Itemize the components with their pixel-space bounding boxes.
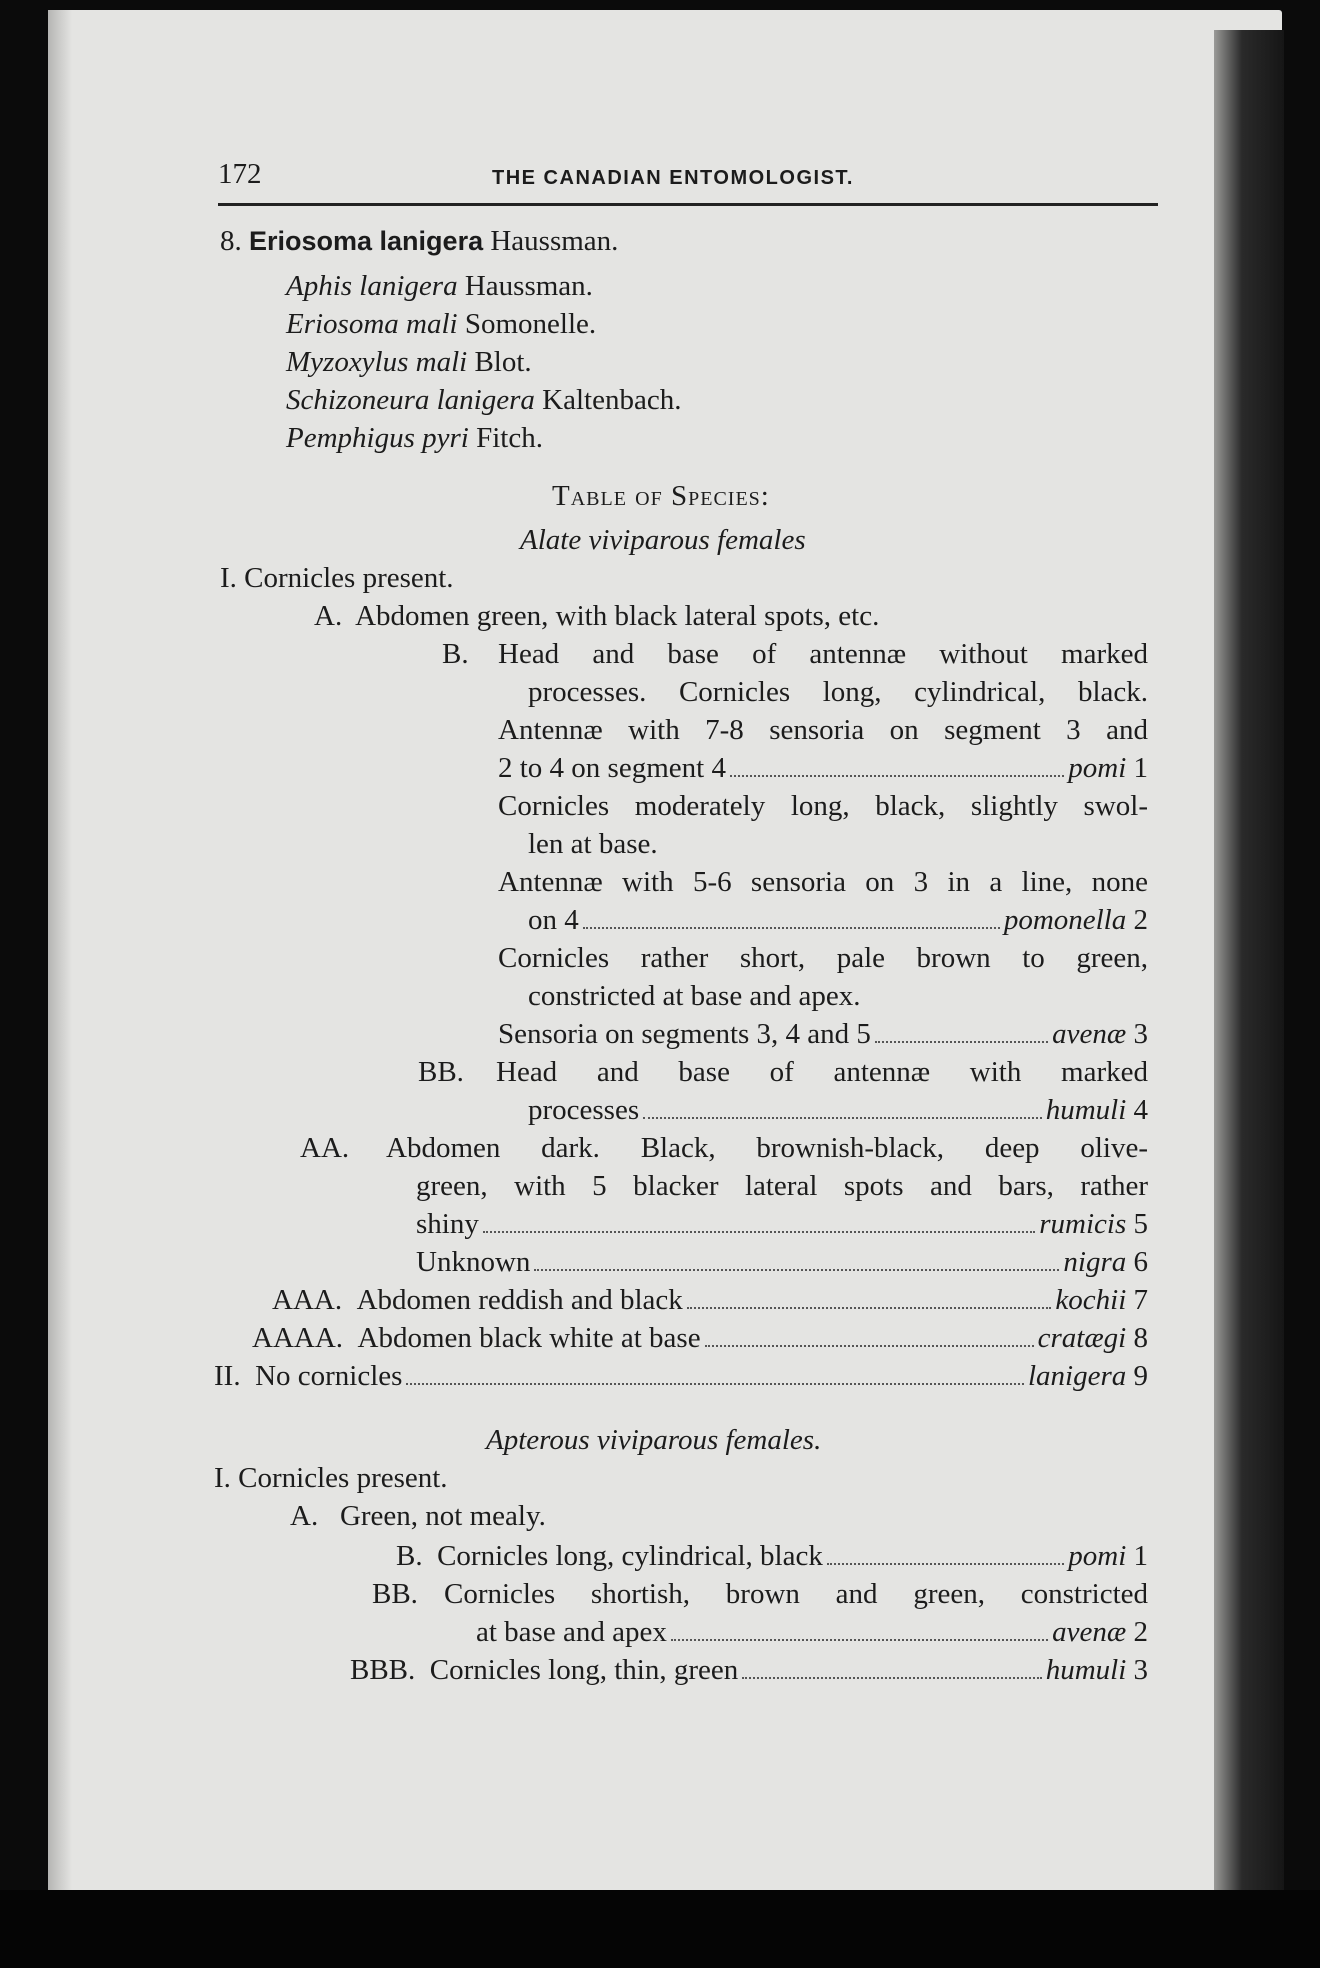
key-line-lead <box>416 1206 1148 1242</box>
species-ref: lanigera <box>1027 1360 1127 1392</box>
alate-heading: Alate viviparous females <box>520 524 806 556</box>
leader-dots <box>742 1677 1041 1679</box>
key-line-lead <box>528 1092 1148 1128</box>
key-line-lead <box>416 1244 1148 1280</box>
species-ref: humuli <box>1045 1654 1127 1686</box>
key-text: Abdomen green, with black lateral spots, etc. <box>355 600 880 632</box>
leader-dots <box>671 1639 1048 1641</box>
species-num: 2 <box>1133 1616 1148 1648</box>
synonym-author: Kaltenbach. <box>542 384 682 416</box>
species-num: 1 <box>1133 1540 1148 1572</box>
key-line-lead <box>498 750 1148 786</box>
key-text: shiny <box>416 1208 479 1240</box>
key-line: processes. Cornicles long, cylindrical, black. <box>528 676 1148 708</box>
leader-dots <box>875 1041 1048 1043</box>
key-text: processes <box>528 1094 640 1126</box>
key-line <box>442 636 1148 672</box>
synonym-line <box>286 420 543 456</box>
species-name: Eriosoma lanigera <box>249 226 484 256</box>
running-title: THE CANADIAN ENTOMOLOGIST. <box>492 167 854 189</box>
synonym-author: Fitch. <box>476 422 543 454</box>
key-line <box>314 598 879 634</box>
species-num: 1 <box>1133 752 1148 784</box>
leader-dots <box>534 1269 1059 1271</box>
leader-dots <box>705 1345 1034 1347</box>
key-label: I. <box>214 1462 231 1494</box>
key-text: Cornicles long, thin, green <box>429 1654 739 1686</box>
key-text: No cornicles <box>255 1360 403 1392</box>
species-ref: rumicis <box>1039 1208 1127 1240</box>
key-line-lead <box>252 1320 1148 1356</box>
species-ref: pomonella <box>1003 904 1127 936</box>
key-line: Antennæ with 7-8 sensoria on segment 3 and <box>498 714 1148 746</box>
key-line: green, with 5 blacker lateral spots and bars, rather <box>416 1170 1148 1202</box>
species-num: 2 <box>1133 904 1148 936</box>
key-text: 2 to 4 on segment 4 <box>498 752 726 784</box>
key-text: Head and base of antennæ without marked <box>498 638 1148 670</box>
key-label: BB. <box>418 1056 464 1088</box>
scan-background <box>0 1890 1320 1968</box>
key-label: A. <box>314 600 343 632</box>
key-line: Antennæ with 5-6 sensoria on 3 in a line, none <box>498 866 1148 898</box>
species-entry <box>220 223 618 259</box>
leader-dots <box>687 1307 1052 1309</box>
key-text: on 4 <box>528 904 579 936</box>
species-ref: pomi <box>1068 752 1127 784</box>
key-text: Cornicles present. <box>238 1462 448 1494</box>
leader-dots <box>643 1117 1042 1119</box>
table-heading: Table of Species: <box>552 480 770 512</box>
key-line-lead <box>214 1358 1148 1394</box>
key-line <box>372 1576 1148 1612</box>
species-num: 7 <box>1133 1284 1148 1316</box>
key-text: Abdomen dark. Black, brownish-black, deep olive- <box>386 1132 1148 1164</box>
key-line: constricted at base and apex. <box>528 980 861 1012</box>
synonym-line <box>286 306 596 342</box>
key-line-lead <box>350 1652 1148 1688</box>
key-line-lead <box>476 1614 1148 1650</box>
key-label: BBB. <box>350 1654 416 1686</box>
apterous-heading: Apterous viviparous females. <box>486 1424 822 1456</box>
key-line-lead <box>272 1282 1148 1318</box>
synonym-line <box>286 382 681 418</box>
page-number: 172 <box>218 158 262 190</box>
key-text: at base and apex <box>476 1616 667 1648</box>
key-text: Unknown <box>416 1246 531 1278</box>
species-ref: nigra <box>1063 1246 1127 1278</box>
leader-dots <box>406 1383 1024 1385</box>
species-num: 4 <box>1133 1094 1148 1126</box>
species-num: 3 <box>1133 1018 1148 1050</box>
synonym-author: Somonelle. <box>464 308 597 340</box>
key-line-lead <box>528 902 1148 938</box>
leader-dots <box>827 1563 1064 1565</box>
synonym-name: Aphis lanigera <box>286 270 458 302</box>
species-ref: pomi <box>1068 1540 1127 1572</box>
synonym-name: Schizoneura lanigera <box>286 384 535 416</box>
synonym-line <box>286 268 593 304</box>
species-author: Haussman. <box>490 225 619 257</box>
synonym-name: Myzoxylus mali <box>286 346 468 378</box>
synonym-name: Eriosoma mali <box>286 308 458 340</box>
book-binding <box>1214 30 1284 1890</box>
synonym-author: Blot. <box>474 346 532 378</box>
species-num: 5 <box>1133 1208 1148 1240</box>
key-text: Abdomen reddish and black <box>356 1284 683 1316</box>
key-line <box>300 1130 1148 1166</box>
key-line <box>214 1460 448 1496</box>
key-line <box>290 1498 546 1534</box>
key-line <box>418 1054 1148 1090</box>
key-line <box>220 560 454 596</box>
leader-dots <box>730 775 1064 777</box>
species-num: 3 <box>1133 1654 1148 1686</box>
species-ref: kochii <box>1055 1284 1127 1316</box>
species-ref: avenæ <box>1052 1616 1127 1648</box>
species-ref: humuli <box>1045 1094 1127 1126</box>
key-label: AA. <box>300 1132 350 1164</box>
key-label: B. <box>442 638 469 670</box>
key-label: AAA. <box>272 1284 343 1316</box>
key-line: Cornicles rather short, pale brown to green, <box>498 942 1148 974</box>
key-label: I. <box>220 562 237 594</box>
key-text: Cornicles shortish, brown and green, constricted <box>444 1578 1148 1610</box>
leader-dots <box>483 1231 1035 1233</box>
species-num: 8 <box>1133 1322 1148 1354</box>
species-ref: cratægi <box>1037 1322 1127 1354</box>
key-text: Cornicles long, cylindrical, black <box>437 1540 823 1572</box>
key-line-lead <box>498 1016 1148 1052</box>
species-num: 9 <box>1133 1360 1148 1392</box>
key-line-lead <box>396 1538 1148 1574</box>
key-line: len at base. <box>528 828 658 860</box>
key-label: II. <box>214 1360 241 1392</box>
synonym-author: Haussman. <box>464 270 593 302</box>
key-text: Green, not mealy. <box>339 1500 546 1532</box>
key-text: Cornicles present. <box>244 562 454 594</box>
synonym-name: Pemphigus pyri <box>286 422 469 454</box>
header-rule <box>218 203 1158 206</box>
key-line: Cornicles moderately long, black, slightly swol- <box>498 790 1148 822</box>
key-label: AAAA. <box>252 1322 344 1354</box>
species-num: 6 <box>1133 1246 1148 1278</box>
key-label: B. <box>396 1540 423 1572</box>
synonym-line <box>286 344 532 380</box>
key-text: Sensoria on segments 3, 4 and 5 <box>498 1018 871 1050</box>
key-text: Abdomen black white at base <box>357 1322 701 1354</box>
species-number: 8. <box>220 225 242 257</box>
key-label: A. <box>290 1500 319 1532</box>
key-label: BB. <box>372 1578 418 1610</box>
key-text: Head and base of antennæ with marked <box>496 1056 1148 1088</box>
species-ref: avenæ <box>1052 1018 1127 1050</box>
leader-dots <box>583 927 1000 929</box>
